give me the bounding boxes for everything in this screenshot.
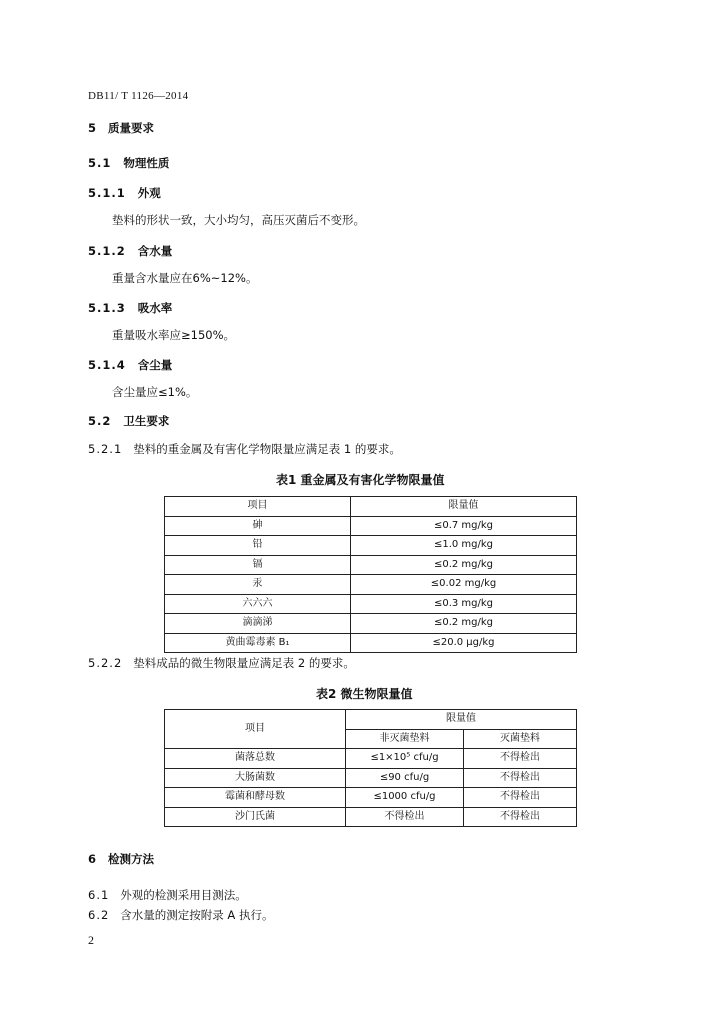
table-cell: 不得检出: [464, 749, 577, 769]
section-title: 含水量: [137, 244, 173, 258]
section-title: 外观: [137, 186, 161, 200]
table-cell: 黄曲霉毒素 B₁: [165, 633, 351, 653]
table-row: [165, 633, 577, 653]
section-5-1-3-body: 重量吸水率应≥150%。: [112, 328, 236, 342]
section-number: 5: [88, 121, 97, 135]
table-cell: ≤0.2 mg/kg: [351, 555, 577, 575]
table-cell: ≤1.0 mg/kg: [351, 536, 577, 556]
section-number: 5.1.4: [88, 358, 126, 372]
section-title: 吸水率: [137, 301, 173, 315]
page-number: 2: [88, 933, 94, 947]
table-1-caption: 表1 重金属及有害化学物限量值: [276, 473, 445, 487]
table-cell: ≤0.3 mg/kg: [351, 594, 577, 614]
section-number: 5.1.3: [88, 301, 126, 315]
table-cell: ≤0.02 mg/kg: [351, 575, 577, 595]
table-row: [165, 555, 577, 575]
table-header-cell: 限量值: [351, 497, 577, 517]
section-number: 5.1.1: [88, 186, 126, 200]
section-number: 6.2: [88, 908, 110, 922]
table-row: [165, 768, 577, 788]
table-header-row: [165, 497, 577, 517]
section-5-2-1: [88, 441, 401, 457]
section-body: 垫料成品的微生物限量应满足表 2 的要求。: [133, 656, 355, 670]
section-body: 垫料的重金属及有害化学物限量应满足表 1 的要求。: [133, 442, 401, 456]
section-5-1-1-heading: [88, 185, 161, 201]
document-header: DB11/ T 1126—2014: [88, 90, 189, 102]
table-cell: 不得检出: [464, 807, 577, 827]
table-cell: 不得检出: [464, 788, 577, 808]
section-5-2-2: [88, 655, 355, 671]
section-body: 含水量的测定按附录 A 执行。: [120, 908, 274, 922]
section-body: 外观的检测采用目测法。: [120, 888, 247, 902]
section-5-1-2-body: 重量含水量应在6%~12%。: [112, 271, 258, 285]
table-header-cell: 限量值: [346, 710, 577, 730]
section-5-1-4-heading: [88, 357, 172, 373]
section-number: 5.1: [88, 156, 112, 170]
table-cell: ≤0.7 mg/kg: [351, 516, 577, 536]
section-6-1: [88, 887, 247, 903]
section-title: 物理性质: [123, 156, 170, 170]
table-header-cell: 项目: [165, 710, 346, 749]
table-row: [165, 788, 577, 808]
table-row: [165, 614, 577, 634]
table-header-row: [165, 710, 577, 730]
section-5-1-2-heading: [88, 243, 172, 259]
table-cell: 霉菌和酵母数: [165, 788, 346, 808]
section-5-1-1-body: 垫料的形状一致，大小均匀，高压灭菌后不变形。: [112, 213, 365, 227]
table-cell: 汞: [165, 575, 351, 595]
section-title: 质量要求: [108, 121, 155, 135]
section-6-heading: [88, 851, 154, 867]
section-5-2-heading: [88, 413, 169, 429]
table-row: [165, 594, 577, 614]
table-cell: 六六六: [165, 594, 351, 614]
table-cell: 不得检出: [464, 768, 577, 788]
section-title: 卫生要求: [123, 414, 170, 428]
section-5-1-3-heading: [88, 300, 172, 316]
section-5-heading: [88, 120, 154, 136]
table-row: [165, 749, 577, 769]
table-cell: ≤20.0 μg/kg: [351, 633, 577, 653]
section-number: 6.1: [88, 888, 110, 902]
section-number: 5.1.2: [88, 244, 126, 258]
table-row: [165, 516, 577, 536]
section-5-1-heading: [88, 155, 169, 171]
table-cell: ≤0.2 mg/kg: [351, 614, 577, 634]
table-cell: 镉: [165, 555, 351, 575]
table-cell: 大肠菌数: [165, 768, 346, 788]
section-number: 5.2.2: [88, 656, 123, 670]
table-2-caption: 表2 微生物限量值: [316, 687, 413, 701]
section-title: 含尘量: [137, 358, 173, 372]
table-1: [164, 496, 577, 653]
table-2: [164, 709, 577, 827]
table-cell: ≤90 cfu/g: [346, 768, 464, 788]
table-row: [165, 575, 577, 595]
section-number: 5.2: [88, 414, 112, 428]
table-row: [165, 807, 577, 827]
table-cell: 沙门氏菌: [165, 807, 346, 827]
table-cell: ≤1×10⁵ cfu/g: [346, 749, 464, 769]
section-5-1-4-body: 含尘量应≤1%。: [112, 385, 198, 399]
table-cell: 砷: [165, 516, 351, 536]
table-cell: 铅: [165, 536, 351, 556]
table-cell: 滴滴涕: [165, 614, 351, 634]
table-cell: 菌落总数: [165, 749, 346, 769]
table-header-cell: 非灭菌垫料: [346, 729, 464, 749]
table-header-cell: 项目: [165, 497, 351, 517]
table-cell: 不得检出: [346, 807, 464, 827]
section-6-2: [88, 907, 273, 923]
section-title: 检测方法: [108, 852, 155, 866]
section-number: 6: [88, 852, 97, 866]
table-header-cell: 灭菌垫料: [464, 729, 577, 749]
table-cell: ≤1000 cfu/g: [346, 788, 464, 808]
section-number: 5.2.1: [88, 442, 123, 456]
table-row: [165, 536, 577, 556]
